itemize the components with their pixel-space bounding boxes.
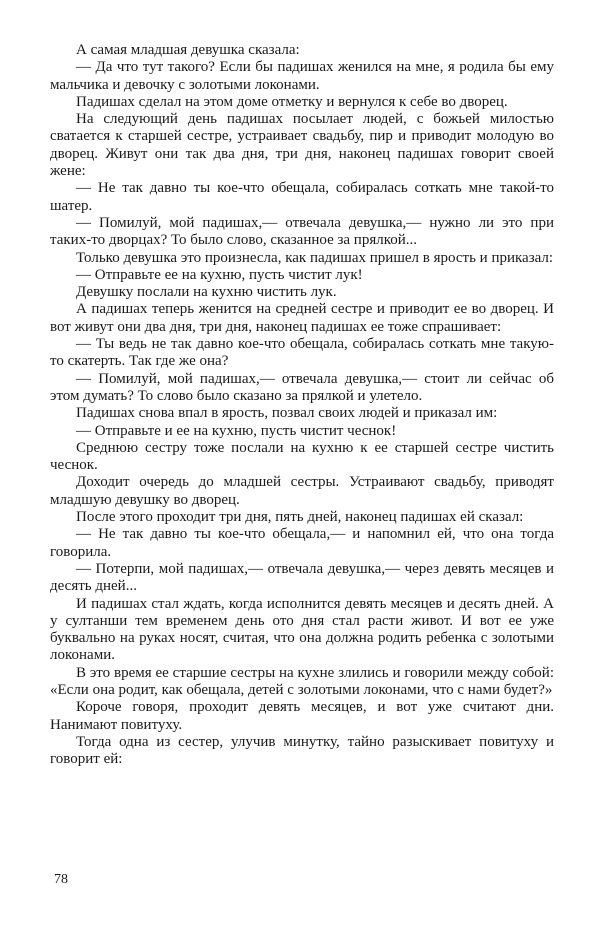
paragraph-2: — Да что тут такого? Если бы падишах женился на мне, я родила бы ему мальчика и девочку с золотыми локонами. (50, 59, 554, 93)
paragraph-20: И падишах стал ждать, когда исполнится девять месяцев и десять дней. А у султанши тем временем день ото дня стал расти живот. И вот ее уже буквально на руках носят, считая, что она должна родить ребенка с золотыми локонами. (50, 595, 554, 664)
paragraph-22: Короче говоря, проходит девять месяцев, и вот уже считают дни. Нанимают повитуху. (50, 699, 554, 733)
paragraph-16: Доходит очередь до младшей сестры. Устраивают свадьбу, приводят младшую девушку во дворец. (50, 474, 554, 508)
paragraph-8: — Отправьте ее на кухню, пусть чистит лук! (76, 266, 363, 283)
page-text (50, 42, 554, 768)
paragraph-6: — Помилуй, мой падишах,— отвечала девушка,— нужно ли это при таких-то дворцах? То было слово, сказанное за прялкой... (50, 214, 554, 249)
paragraph-21: В это время ее старшие сестры на кухне злились и говорили между собой: «Если она родит, как обещала, детей с золотыми локонами, что с нами будет?» (50, 664, 554, 698)
paragraph-18: — Не так давно ты кое-что обещала,— и напомнил ей, что она тогда говорила. (50, 526, 554, 560)
paragraph-9: Девушку послали на кухню чистить лук. (76, 284, 337, 301)
page-number: 78 (54, 872, 68, 887)
paragraph-10: А падишах теперь женится на средней сестре и приводит ее во дворец. И вот живут они два дня, три дня, наконец падишах ее тоже спрашивает: (50, 301, 554, 335)
paragraph-7: Только девушка это произнесла, как падишах пришел в ярость и приказал: (76, 249, 554, 266)
paragraph-15: Среднюю сестру тоже послали на кухню к ее старшей сестре чистить чеснок. (50, 439, 554, 474)
paragraph-4: На следующий день падишах посылает людей, с божьей милостью сватается к старшей сестре, устраивает свадьбу, пир и приводит молодую во дворец. Живут они так два дня, три дня, наконец падишах говорит своей жене: (50, 111, 554, 180)
paragraph-23: Тогда одна из сестер, улучив минутку, тайно разыскивает повитуху и говорит ей: (50, 733, 554, 768)
paragraph-14: — Отправьте и ее на кухню, пусть чистит чеснок! (76, 422, 397, 439)
paragraph-19: — Потерпи, мой падишах,— отвечала девушка,— через девять месяцев и десять дней... (50, 560, 554, 595)
paragraph-3: Падишах сделал на этом доме отметку и вернулся к себе во дворец. (76, 93, 508, 110)
paragraph-11: — Ты ведь не так давно кое-что обещала, собиралась соткать мне такую-то скатерть. Так где же она? (50, 336, 554, 370)
paragraph-12: — Помилуй, мой падишах,— отвечала девушка,— стоит ли сейчас об этом думать? То слово было сказано за прялкой и улетело. (50, 370, 554, 404)
paragraph-13: Падишах снова впал в ярость, позвал своих людей и приказал им: (76, 405, 498, 422)
paragraph-17: После этого проходит три дня, пять дней, наконец падишах ей сказал: (76, 509, 524, 526)
paragraph-1: А самая младшая девушка сказала: (76, 42, 300, 58)
paragraph-5: — Не так давно ты кое-что обещала, собиралась соткать мне такой-то шатер. (50, 180, 554, 214)
